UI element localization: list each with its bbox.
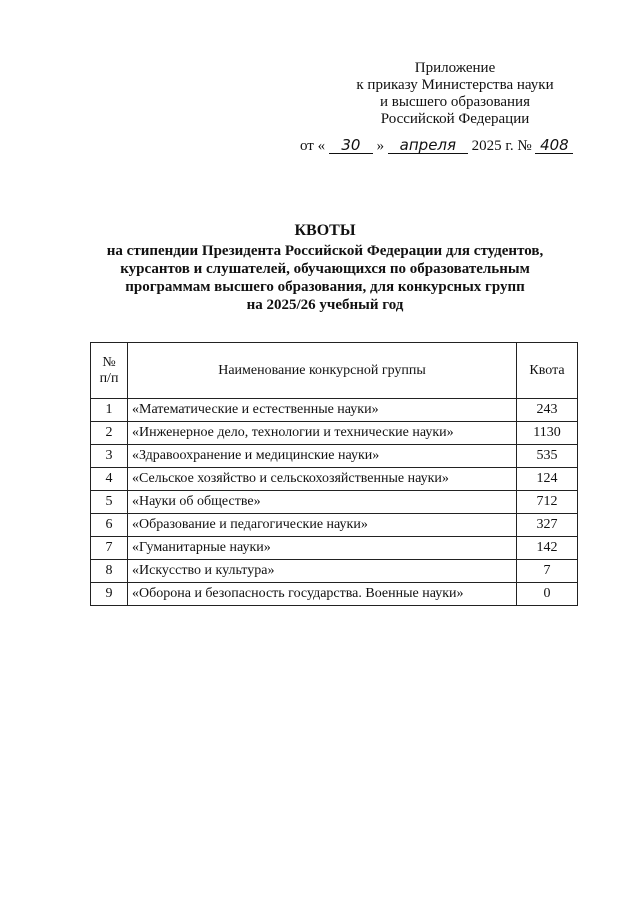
title-line: курсантов и слушателей, обучающихся по образовательным (120, 261, 530, 277)
header-name: Наименование конкурсной группы (128, 343, 517, 399)
order-month: апреля (388, 138, 468, 154)
table-row (91, 399, 578, 422)
row-quota: 142 (517, 537, 578, 560)
order-prefix: от « (300, 138, 326, 154)
row-name: «Математические и естественные науки» (128, 399, 517, 422)
row-quota: 327 (517, 514, 578, 537)
row-num: 8 (91, 560, 128, 583)
row-quota: 124 (517, 468, 578, 491)
order-reference (300, 138, 600, 155)
table-row (91, 583, 578, 606)
appendix-line: Российской Федерации (380, 111, 530, 127)
row-num: 9 (91, 583, 128, 606)
table-row (91, 445, 578, 468)
row-name: «Образование и педагогические науки» (128, 514, 517, 537)
row-num: 4 (91, 468, 128, 491)
row-quota: 712 (517, 491, 578, 514)
row-name: «Здравоохранение и медицинские науки» (128, 445, 517, 468)
order-day: 30 (329, 138, 373, 154)
order-year: 2025 г. № (471, 138, 532, 154)
document-title (80, 222, 570, 314)
row-quota: 0 (517, 583, 578, 606)
table-row (91, 560, 578, 583)
row-name: «Оборона и безопасность государства. Военные науки» (128, 583, 517, 606)
row-num: 2 (91, 422, 128, 445)
appendix-line: к приказу Министерства науки (356, 77, 554, 93)
row-quota: 535 (517, 445, 578, 468)
order-mid: » (376, 138, 385, 154)
table-row (91, 468, 578, 491)
row-num: 6 (91, 514, 128, 537)
header-quota: Квота (517, 343, 578, 399)
row-num: 5 (91, 491, 128, 514)
row-num: 3 (91, 445, 128, 468)
title-line: на 2025/26 учебный год (246, 297, 404, 313)
quota-table (90, 342, 578, 606)
appendix-line: и высшего образования (380, 94, 530, 110)
table-row (91, 491, 578, 514)
header-num: № п/п (91, 343, 128, 399)
table-header-row (91, 343, 578, 399)
order-number: 408 (535, 138, 573, 154)
row-name: «Науки об обществе» (128, 491, 517, 514)
table-row (91, 514, 578, 537)
row-num: 7 (91, 537, 128, 560)
row-quota: 1130 (517, 422, 578, 445)
appendix-header (300, 60, 610, 128)
table-row (91, 422, 578, 445)
appendix-line: Приложение (414, 60, 496, 76)
title-heading: КВОТЫ (294, 222, 356, 239)
row-quota: 243 (517, 399, 578, 422)
row-quota: 7 (517, 560, 578, 583)
row-name: «Инженерное дело, технологии и технические науки» (128, 422, 517, 445)
row-name: «Искусство и культура» (128, 560, 517, 583)
row-name: «Сельское хозяйство и сельскохозяйственные науки» (128, 468, 517, 491)
row-name: «Гуманитарные науки» (128, 537, 517, 560)
row-num: 1 (91, 399, 128, 422)
title-line: на стипендии Президента Российской Федерации для студентов, (106, 243, 544, 259)
title-line: программам высшего образования, для конкурсных групп (125, 279, 525, 295)
table-row (91, 537, 578, 560)
